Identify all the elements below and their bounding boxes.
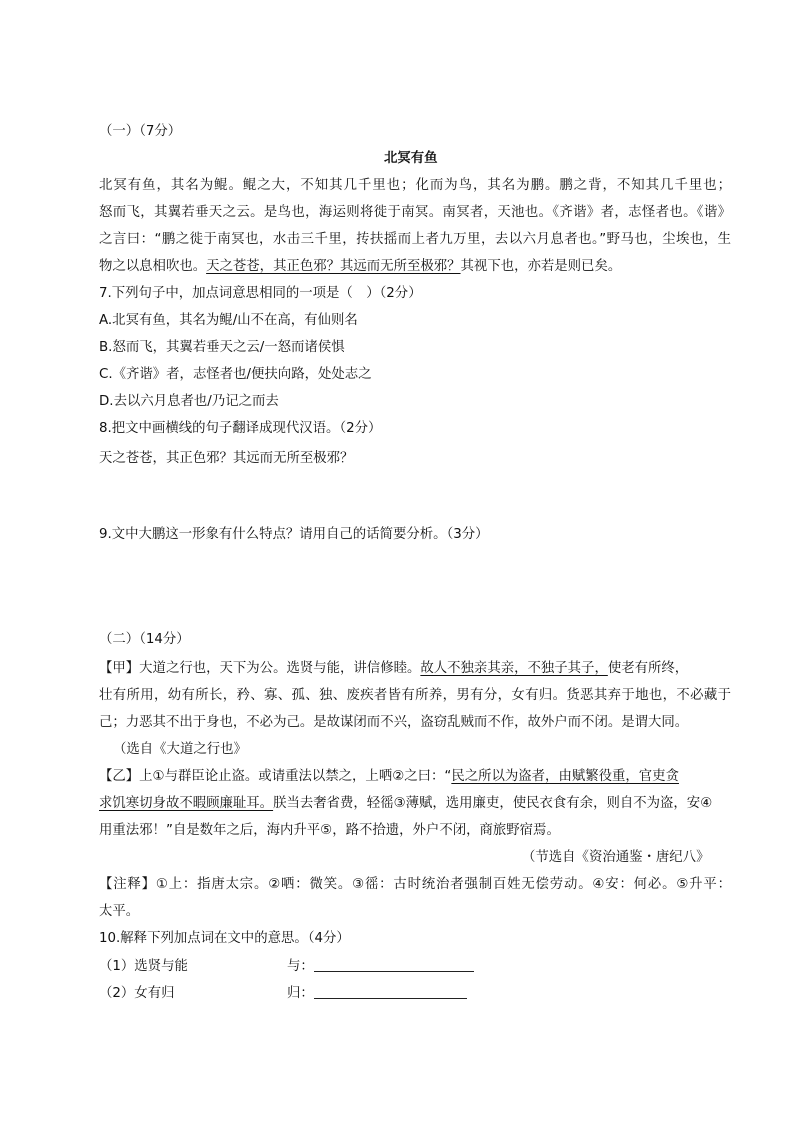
notes-line-2: 太平。 [99, 904, 140, 919]
question-7-option-b: B.怒而飞，其翼若垂天之云/一怒而诸侯惧 [99, 340, 345, 355]
passage-yi-line-1 [99, 767, 679, 787]
notes-line-1: 【注释】①上：指唐太宗。②哂：微笑。③徭：古时统治者强制百姓无偿劳动。④安：何必。⑤升平： [99, 877, 731, 892]
question-8-sentence: 天之苍苍，其正色邪？其远而无所至极邪？ [99, 451, 354, 466]
passage-jia-line-3: 己；力恶其不出于身也，不必为己。是故谋闭而不兴，盗窃乱贼而不作，故外户而不闭。是谓大同。 [99, 715, 689, 730]
passage-1-line-2: 怒而飞，其翼若垂天之云。是鸟也，海运则将徙于南冥。南冥者，天池也。《齐谐》者，志怪者也。《谐》 [99, 205, 731, 220]
question-8: 8.把文中画横线的句子翻译成现代汉语。（2分） [99, 421, 382, 436]
question-9: 9.文中大鹏这一形象有什么特点？请用自己的话简要分析。（3分） [99, 527, 489, 542]
section-1-header: （一）（7分） [99, 124, 182, 139]
passage-jia-source: （选自《大道之行也》 [113, 742, 247, 757]
passage-jia-line-1 [99, 659, 688, 679]
question-10-item-2-answer [287, 984, 467, 1004]
question-10-item-2-field-label: 归： [287, 986, 314, 1001]
question-10: 10.解释下列加点词在文中的意思。（4分） [99, 931, 350, 946]
passage-jia-text: 【甲】大道之行也，天下为公。选贤与能，讲信修睦。 [99, 661, 421, 676]
answer-blank-2[interactable] [314, 984, 467, 999]
question-10-item-1-answer [287, 957, 474, 977]
passage-1-title: 北冥有鱼 [384, 151, 438, 166]
passage-yi-line-2 [99, 794, 712, 814]
answer-blank-1[interactable] [314, 957, 474, 972]
question-7-option-a: A.北冥有鱼，其名为鲲/山不在高，有仙则名 [99, 313, 358, 328]
passage-jia-line-2: 壮有所用，幼有所长，矜、寡、孤、独、废疾者皆有所养，男有分，女有归。货恶其弃于地也，不必藏于 [99, 688, 731, 703]
passage-1-plain-text: 物之以息相吹也。 [99, 259, 207, 274]
section-2-header: （二）（14分） [99, 632, 190, 647]
question-7-option-d: D.去以六月息者也/乃记之而去 [99, 394, 279, 409]
question-7-option-c: C.《齐谐》者，志怪者也/便扶向路，处处志之 [99, 367, 372, 382]
question-10-item-2-label: （2）女有归 [99, 986, 175, 1001]
passage-yi-text: 【乙】上①与群臣论止盗。或请重法以禁之，上哂②之曰：“ [99, 769, 452, 784]
passage-yi-line-3: 用重法邪！”自是数年之后，海内升平⑤，路不拾遗，外户不闭，商旅野宿焉。 [99, 823, 560, 838]
passage-yi-source: （节选自《资治通鉴・唐纪八》 [522, 850, 710, 865]
passage-yi-text-cont: 朕当去奢省费，轻徭③薄赋，选用廉吏，使民衣食有余，则自不为盗，安④ [273, 796, 713, 811]
underlined-sentence: 民之所以为盗者，由赋繁役重，官吏贪 [451, 769, 679, 784]
question-10-item-1-field-label: 与： [287, 959, 314, 974]
passage-1-plain-text-end: 其视下也，亦若是则已矣。 [460, 259, 622, 274]
passage-1-line-1: 北冥有鱼，其名为鲲。鲲之大，不知其几千里也；化而为鸟，其名为鹏。鹏之背，不知其几千里也； [99, 178, 731, 193]
question-10-item-1-label: （1）选贤与能 [99, 959, 188, 974]
passage-1-line-3: 之言曰：“鹏之徙于南冥也，水击三千里，抟扶摇而上者九万里，去以六月息者也。”野马也，尘埃也，生 [99, 232, 731, 247]
underlined-sentence: 天之苍苍，其正色邪？其远而无所至极邪？ [206, 259, 461, 274]
passage-1-line-4 [99, 257, 621, 277]
underlined-sentence-cont: 求饥寒切身故不暇顾廉耻耳。 [99, 796, 274, 811]
underlined-sentence: 故人不独亲其亲，不独子其子， [420, 661, 608, 676]
passage-jia-text-end: 使老有所终， [607, 661, 689, 676]
question-7: 7.下列句子中，加点词意思相同的一项是（ ）（2分） [99, 286, 422, 301]
